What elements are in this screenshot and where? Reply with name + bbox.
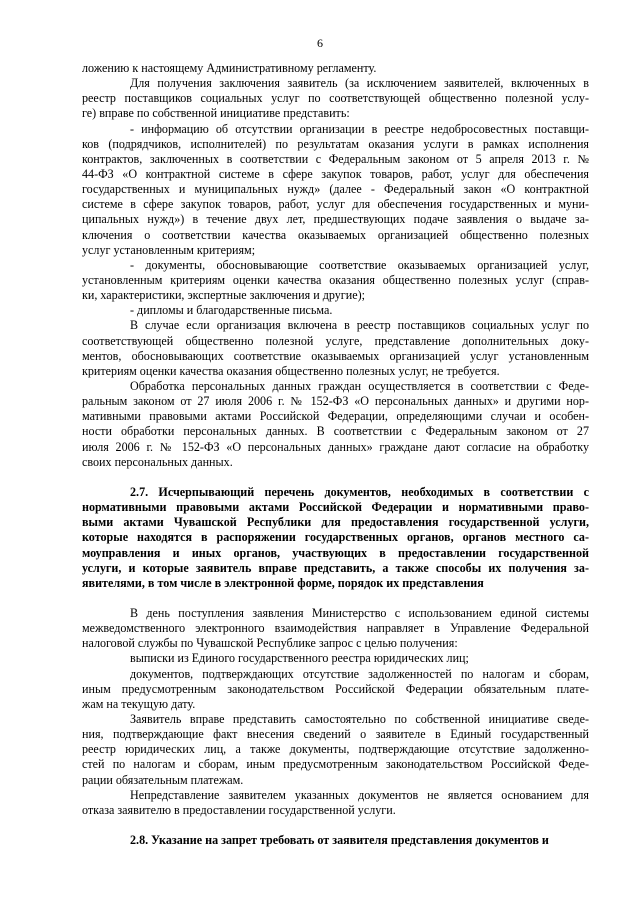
text-line: 2.7. Исчерпывающий перечень документов, необходимых в соответствии с	[130, 484, 589, 499]
text-line: жам на текущую дату.	[82, 696, 196, 711]
text-line: стей по налогам и сборам, иным предусмотренным законодательством Российской Феде-	[82, 757, 589, 772]
paragraph	[82, 61, 589, 76]
paragraph-gap	[82, 591, 589, 606]
text-line: Непредставление заявителем указанных документов не является основанием для	[130, 787, 589, 802]
text-line: Заявитель вправе представить самостоятельно по собственной инициативе сведе-	[130, 712, 589, 727]
section-heading	[82, 833, 589, 848]
text-line: своих персональных данных.	[82, 454, 233, 469]
text-line: В случае если организация включена в реестр поставщиков социальных услуг по	[130, 318, 589, 333]
paragraph	[82, 303, 589, 318]
text-line: выписки из Единого государственного реестра юридических лиц;	[130, 651, 469, 666]
text-line: июля 2006 г. № 152-ФЗ «О персональных данных» граждане дают согласие на обработку	[82, 439, 589, 454]
text-line: 2.8. Указание на запрет требовать от заявителя представления документов и	[130, 833, 549, 848]
text-line: 44-ФЗ «О контрактной системе в сфере закупок товаров, работ, услуг для обеспечения	[82, 166, 589, 181]
text-line: Для получения заключения заявитель (за исключением заявителей, включенных в	[130, 76, 589, 91]
text-line: Обработка персональных данных граждан осуществляется в соответствии с Феде-	[130, 378, 589, 393]
text-line: В день поступления заявления Министерство с использованием единой системы	[130, 606, 589, 621]
text-line: критериям оценки качества оказания общественно полезных услуг, не требуется.	[82, 363, 500, 378]
text-line: явителями, в том числе в электронной форме, порядок их представления	[82, 575, 484, 590]
paragraph-gap	[82, 818, 589, 833]
text-line: - документы, обосновывающие соответствие оказываемых организацией услуг,	[130, 257, 589, 272]
text-line: которые находятся в распоряжении государственных органов, органов местного са-	[82, 530, 589, 545]
text-line: моуправления и иных органов, участвующих в предоставлении государственной	[82, 545, 589, 560]
text-line: установленным критериям оценки качества оказания общественно полезных услуг (справ-	[82, 272, 589, 287]
text-line: - дипломы и благодарственные письма.	[130, 303, 333, 318]
paragraph	[82, 606, 589, 651]
paragraph	[82, 651, 589, 666]
text-line: ки, характеристики, экспертные заключения и другие);	[82, 288, 365, 303]
paragraph-gap	[82, 470, 589, 485]
text-line: нормативными правовыми актами Российской Федерации и нормативными право-	[82, 500, 589, 515]
paragraph	[82, 788, 589, 818]
text-line: реестр юридических лиц, а также документы, подтверждающие отсутствие задолженно-	[82, 742, 589, 757]
section-heading	[82, 485, 589, 591]
text-line: налоговой службы по Чувашской Республике запрос с целью получения:	[82, 636, 458, 651]
text-line: ральным законом от 27 июля 2006 г. № 152-ФЗ «О персональных данных» и другими нор-	[82, 394, 589, 409]
text-line: ключения о соответствии качества оказываемых организацией общественно полезных	[82, 227, 589, 242]
text-line: услуги, и которые заявитель вправе представить, а также способы их получения за-	[82, 560, 589, 575]
text-line: межведомственного электронного взаимодействия направляет в Управление Федеральной	[82, 621, 589, 636]
text-line: рации обязательным платежам.	[82, 772, 244, 787]
paragraph	[82, 318, 589, 379]
text-line: ложению к настоящему Административному регламенту.	[82, 61, 377, 75]
text-line: отказа заявителю в предоставлении государственной услуги.	[82, 802, 396, 817]
text-line: ге) вправе по собственной инициативе представить:	[82, 106, 350, 121]
text-line: государственных и муниципальных нужд» (далее - Федеральный закон «О контрактной	[82, 182, 589, 197]
text-line: ния, подтверждающие факт внесения сведений о заявителе в Единый государственный	[82, 727, 589, 742]
paragraph	[82, 122, 589, 258]
text-line: ципальных нужд») в течение двух лет, предшествующих подаче заявления о выдаче за-	[82, 212, 589, 227]
paragraph	[82, 258, 589, 303]
paragraph	[82, 379, 589, 470]
text-line: иным предусмотренным законодательством Российской Федерации обязательным плате-	[82, 681, 589, 696]
text-line: услуг установленным критериям;	[82, 242, 256, 257]
text-line: соответствующей общественно полезной услуге, представление дополнительных доку-	[82, 333, 589, 348]
document-body	[82, 61, 589, 848]
text-line: выми актами Чувашской Республики для предоставления государственной услуги,	[82, 515, 589, 530]
text-line: ности обработки персональных данных. В соответствии с Федеральным законом от 27	[82, 424, 589, 439]
text-line: реестр поставщиков социальных услуг по соответствующей общественно полезной услу-	[82, 91, 589, 106]
text-line: документов, подтверждающих отсутствие задолженностей по налогам и сборам,	[130, 666, 589, 681]
page-number: 6	[317, 36, 323, 50]
text-line: ментов, обосновывающих соответствие оказываемых организацией услуг установленным	[82, 348, 589, 363]
text-line: системе в сфере закупок товаров, работ, услуг для обеспечения государственных и муни-	[82, 197, 589, 212]
paragraph	[82, 76, 589, 121]
text-line: ков (подрядчиков, исполнителей) по результатам оказания услуги в рамках исполнения	[82, 136, 589, 151]
paragraph	[82, 667, 589, 712]
paragraph	[82, 712, 589, 788]
text-line: мативными правовыми актами Российской Федерации, определяющими случаи и особен-	[82, 409, 589, 424]
text-line: контрактов, заключенных в соответствии с Федеральным законом от 5 апреля 2013 г. №	[82, 151, 589, 166]
text-line: - информацию об отсутствии организации в реестре недобросовестных поставщи-	[130, 121, 589, 136]
